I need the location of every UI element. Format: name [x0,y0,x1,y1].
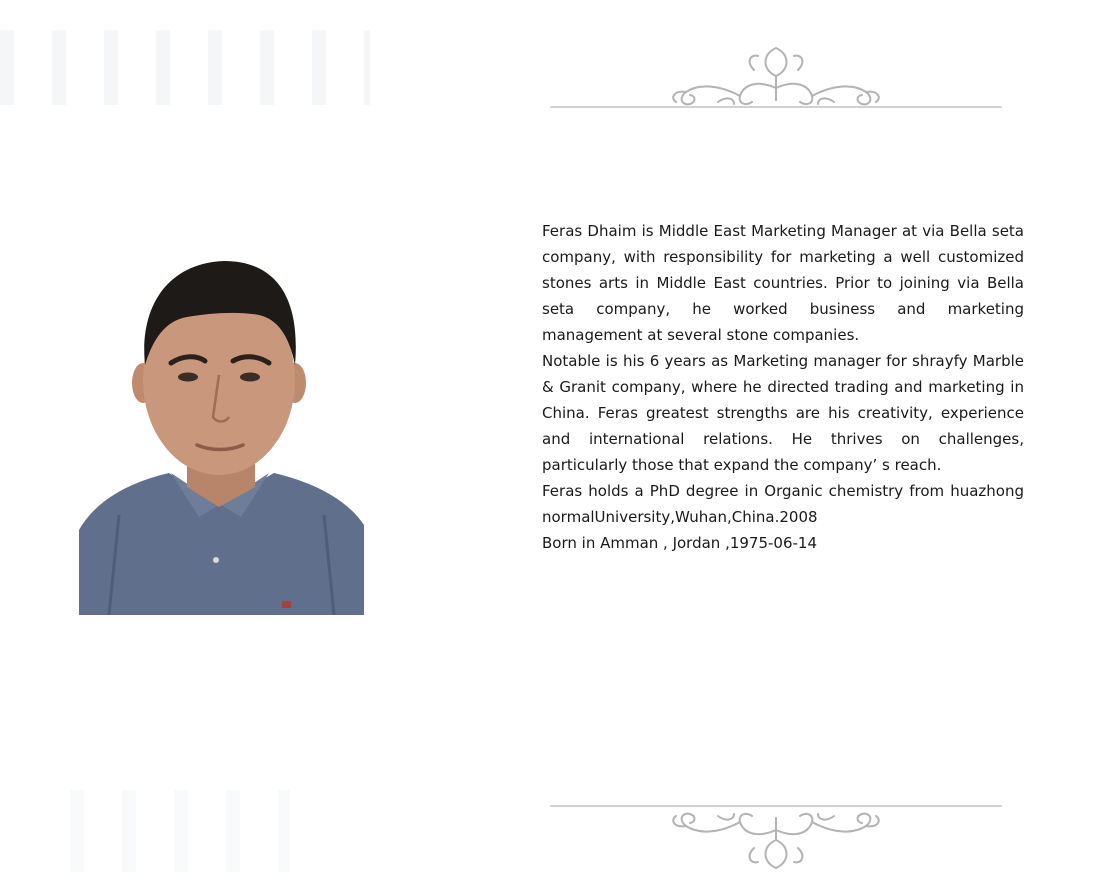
bio-paragraph-education: Feras holds a PhD degree in Organic chemistry from huazhong normalUniversity,Wuhan,China.2008 [542,482,1024,526]
biography-text [542,218,1024,556]
bio-paragraph-experience: Notable is his 6 years as Marketing manager for shrayfy Marble & Granit company, where he directed trading and marketing in China. Feras greatest strengths are his creativity, experience and international relations. He thrives on challenges, particularly those that expand the company’ s reach. [542,352,1024,474]
ornament-divider-top [548,40,1004,120]
ornament-divider-bottom [548,798,1004,878]
portrait-photo [79,255,364,615]
bio-paragraph-career: Feras Dhaim is Middle East Marketing Manager at via Bella seta company, with responsibility for marketing a well customized stones arts in Middle East countries. Prior to joining via Bella seta company, he worked business and marketing management at several stone companies. [542,222,1024,344]
watermark-stripes-top [0,30,370,105]
bio-paragraph-birth: Born in Amman , Jordan ,1975-06-14 [542,534,818,552]
watermark-stripes-bottom [70,790,290,872]
